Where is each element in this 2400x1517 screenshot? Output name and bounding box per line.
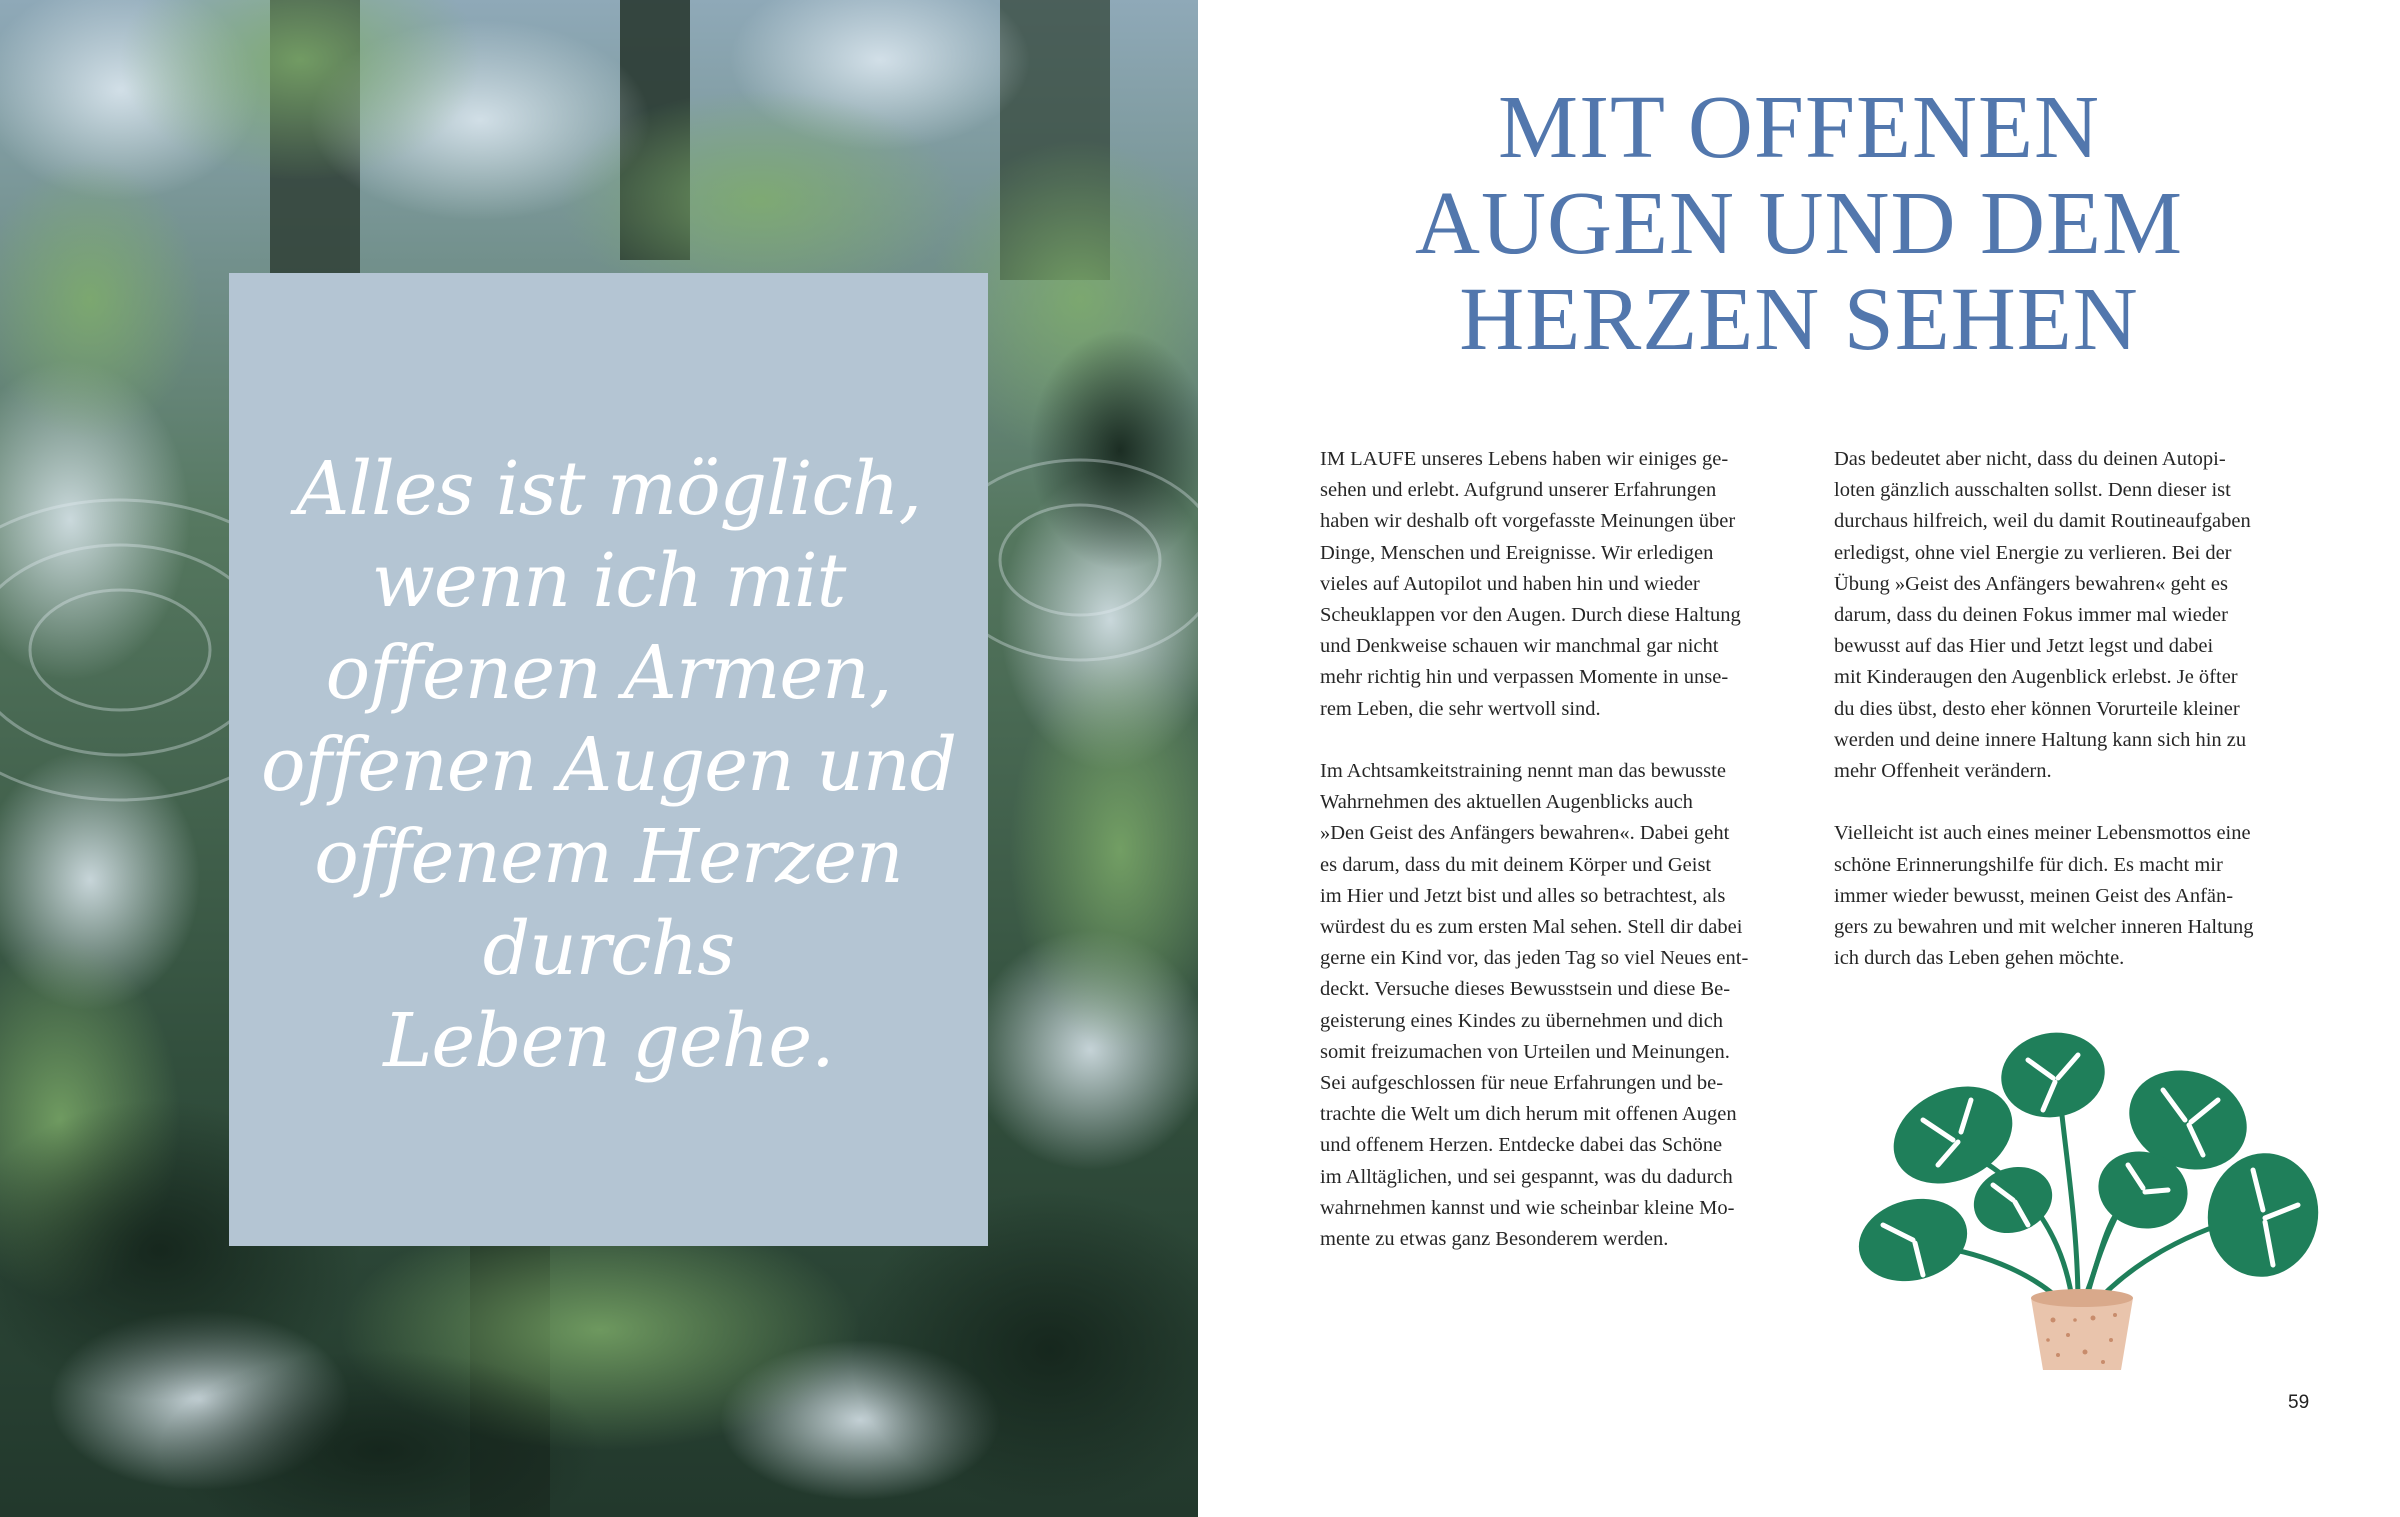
text-line: Übung »Geist des Anfängers bewahren« geht es	[1834, 572, 2228, 595]
quote-line: durchs	[482, 906, 735, 992]
text-column-right	[1834, 444, 2334, 1006]
text-line: deckt. Versuche dieses Bewusstsein und diese Be-	[1320, 978, 1731, 1001]
text-line: im Alltäglichen, und sei gespannt, was du dadurch	[1320, 1165, 1733, 1188]
paragraph	[1834, 444, 2334, 787]
title-line: HERZEN SEHEN	[1459, 270, 2139, 369]
text-line: gerne ein Kind vor, das jeden Tag so viel Neues ent-	[1320, 947, 1749, 970]
monstera-plant-icon	[1853, 1030, 2323, 1380]
text-line: mehr richtig hin und verpassen Momente in unse-	[1320, 666, 1729, 689]
text-line: Scheuklappen vor den Augen. Durch diese Haltung	[1320, 604, 1741, 627]
text-line: vieles auf Autopilot und haben hin und wieder	[1320, 572, 1700, 595]
text-line: Vielleicht ist auch eines meiner Lebensmottos eine	[1834, 822, 2251, 845]
text-line: mehr Offenheit verändern.	[1834, 760, 2052, 783]
quote-line: wenn ich mit	[371, 538, 846, 624]
text-line: schöne Erinnerungshilfe für dich. Es macht mir	[1834, 853, 2223, 876]
title-line: MIT OFFENEN	[1498, 78, 2100, 177]
text-line: geisterung eines Kindes zu übernehmen und dich	[1320, 1009, 1724, 1032]
text-line: werden und deine innere Haltung kann sich hin zu	[1834, 728, 2247, 751]
text-line: Dinge, Menschen und Ereignisse. Wir erledigen	[1320, 541, 1714, 564]
plant-leaves	[1853, 1030, 2323, 1293]
text-line: im Hier und Jetzt bist und alles so betrachtest, als	[1320, 884, 1726, 907]
text-line: würdest du es zum ersten Mal sehen. Stell dir dabei	[1320, 916, 1743, 939]
page-number: 59	[2288, 1392, 2310, 1413]
text-line: Sei aufgeschlossen für neue Erfahrungen und be-	[1320, 1072, 1724, 1095]
text-line: loten gänzlich ausschalten sollst. Denn dieser ist	[1834, 479, 2231, 502]
quote-line: offenen Armen,	[325, 630, 892, 716]
quote-box	[229, 273, 988, 1246]
paragraph	[1320, 756, 1820, 1255]
page-title	[1198, 80, 2400, 368]
text-line: es darum, dass du mit deinem Körper und Geist	[1320, 853, 1712, 876]
text-line: gers zu bewahren und mit welcher inneren Haltung	[1834, 916, 2254, 939]
text-line: trachte die Welt um dich herum mit offenen Augen	[1320, 1103, 1737, 1126]
text-line: und Denkweise schauen wir manchmal gar nicht	[1320, 635, 1719, 658]
quote-text	[229, 443, 988, 1087]
text-line: mente zu etwas ganz Besonderem werden.	[1320, 1228, 1669, 1251]
text-line: erledigst, ohne viel Energie zu verlieren. Bei der	[1834, 541, 2232, 564]
plant-pot	[2031, 1289, 2133, 1370]
left-page	[0, 0, 1198, 1517]
quote-line: offenen Augen und	[261, 722, 956, 808]
quote-line: Leben gehe.	[383, 998, 834, 1084]
text-line: Das bedeutet aber nicht, dass du deinen Autopi-	[1834, 448, 2226, 470]
text-line: bewusst auf das Hier und Jetzt legst und dabei	[1834, 635, 2214, 658]
text-line: Im Achtsamkeitstraining nennt man das bewusste	[1320, 760, 1726, 783]
text-line: darum, dass du deinen Fokus immer mal wieder	[1834, 604, 2228, 627]
text-line: sehen und erlebt. Aufgrund unserer Erfahrungen	[1320, 479, 1717, 502]
text-line: Wahrnehmen des aktuellen Augenblicks auch	[1320, 791, 1693, 814]
text-line: somit freizumachen von Urteilen und Meinungen.	[1320, 1040, 1730, 1063]
text-column-left	[1320, 444, 1820, 1286]
text-line: ich durch das Leben gehen möchte.	[1834, 947, 2125, 970]
paragraph	[1834, 818, 2334, 974]
right-page	[1198, 0, 2400, 1517]
text-line: und offenem Herzen. Entdecke dabei das Schöne	[1320, 1134, 1723, 1157]
text-line: durchaus hilfreich, weil du damit Routineaufgaben	[1834, 510, 2251, 533]
text-line: »Den Geist des Anfängers bewahren«. Dabei geht	[1320, 822, 1730, 845]
text-line: wahrnehmen kannst und wie scheinbar kleine Mo-	[1320, 1196, 1735, 1219]
text-line: du dies übst, desto eher können Vorurteile kleiner	[1834, 697, 2240, 720]
text-line: mit Kinderaugen den Augenblick erlebst. Je öfter	[1834, 666, 2238, 689]
paragraph	[1320, 444, 1820, 725]
quote-line: offenem Herzen	[314, 814, 903, 900]
text-line: haben wir deshalb oft vorgefasste Meinungen über	[1320, 510, 1736, 533]
text-line: rem Leben, die sehr wertvoll sind.	[1320, 697, 1601, 720]
quote-line: Alles ist möglich,	[295, 446, 922, 532]
text-line: immer wieder bewusst, meinen Geist des Anfän-	[1834, 884, 2234, 907]
title-line: AUGEN UND DEM	[1415, 174, 2183, 273]
text-line: IM LAUFE unseres Lebens haben wir einiges ge-	[1320, 448, 1729, 470]
